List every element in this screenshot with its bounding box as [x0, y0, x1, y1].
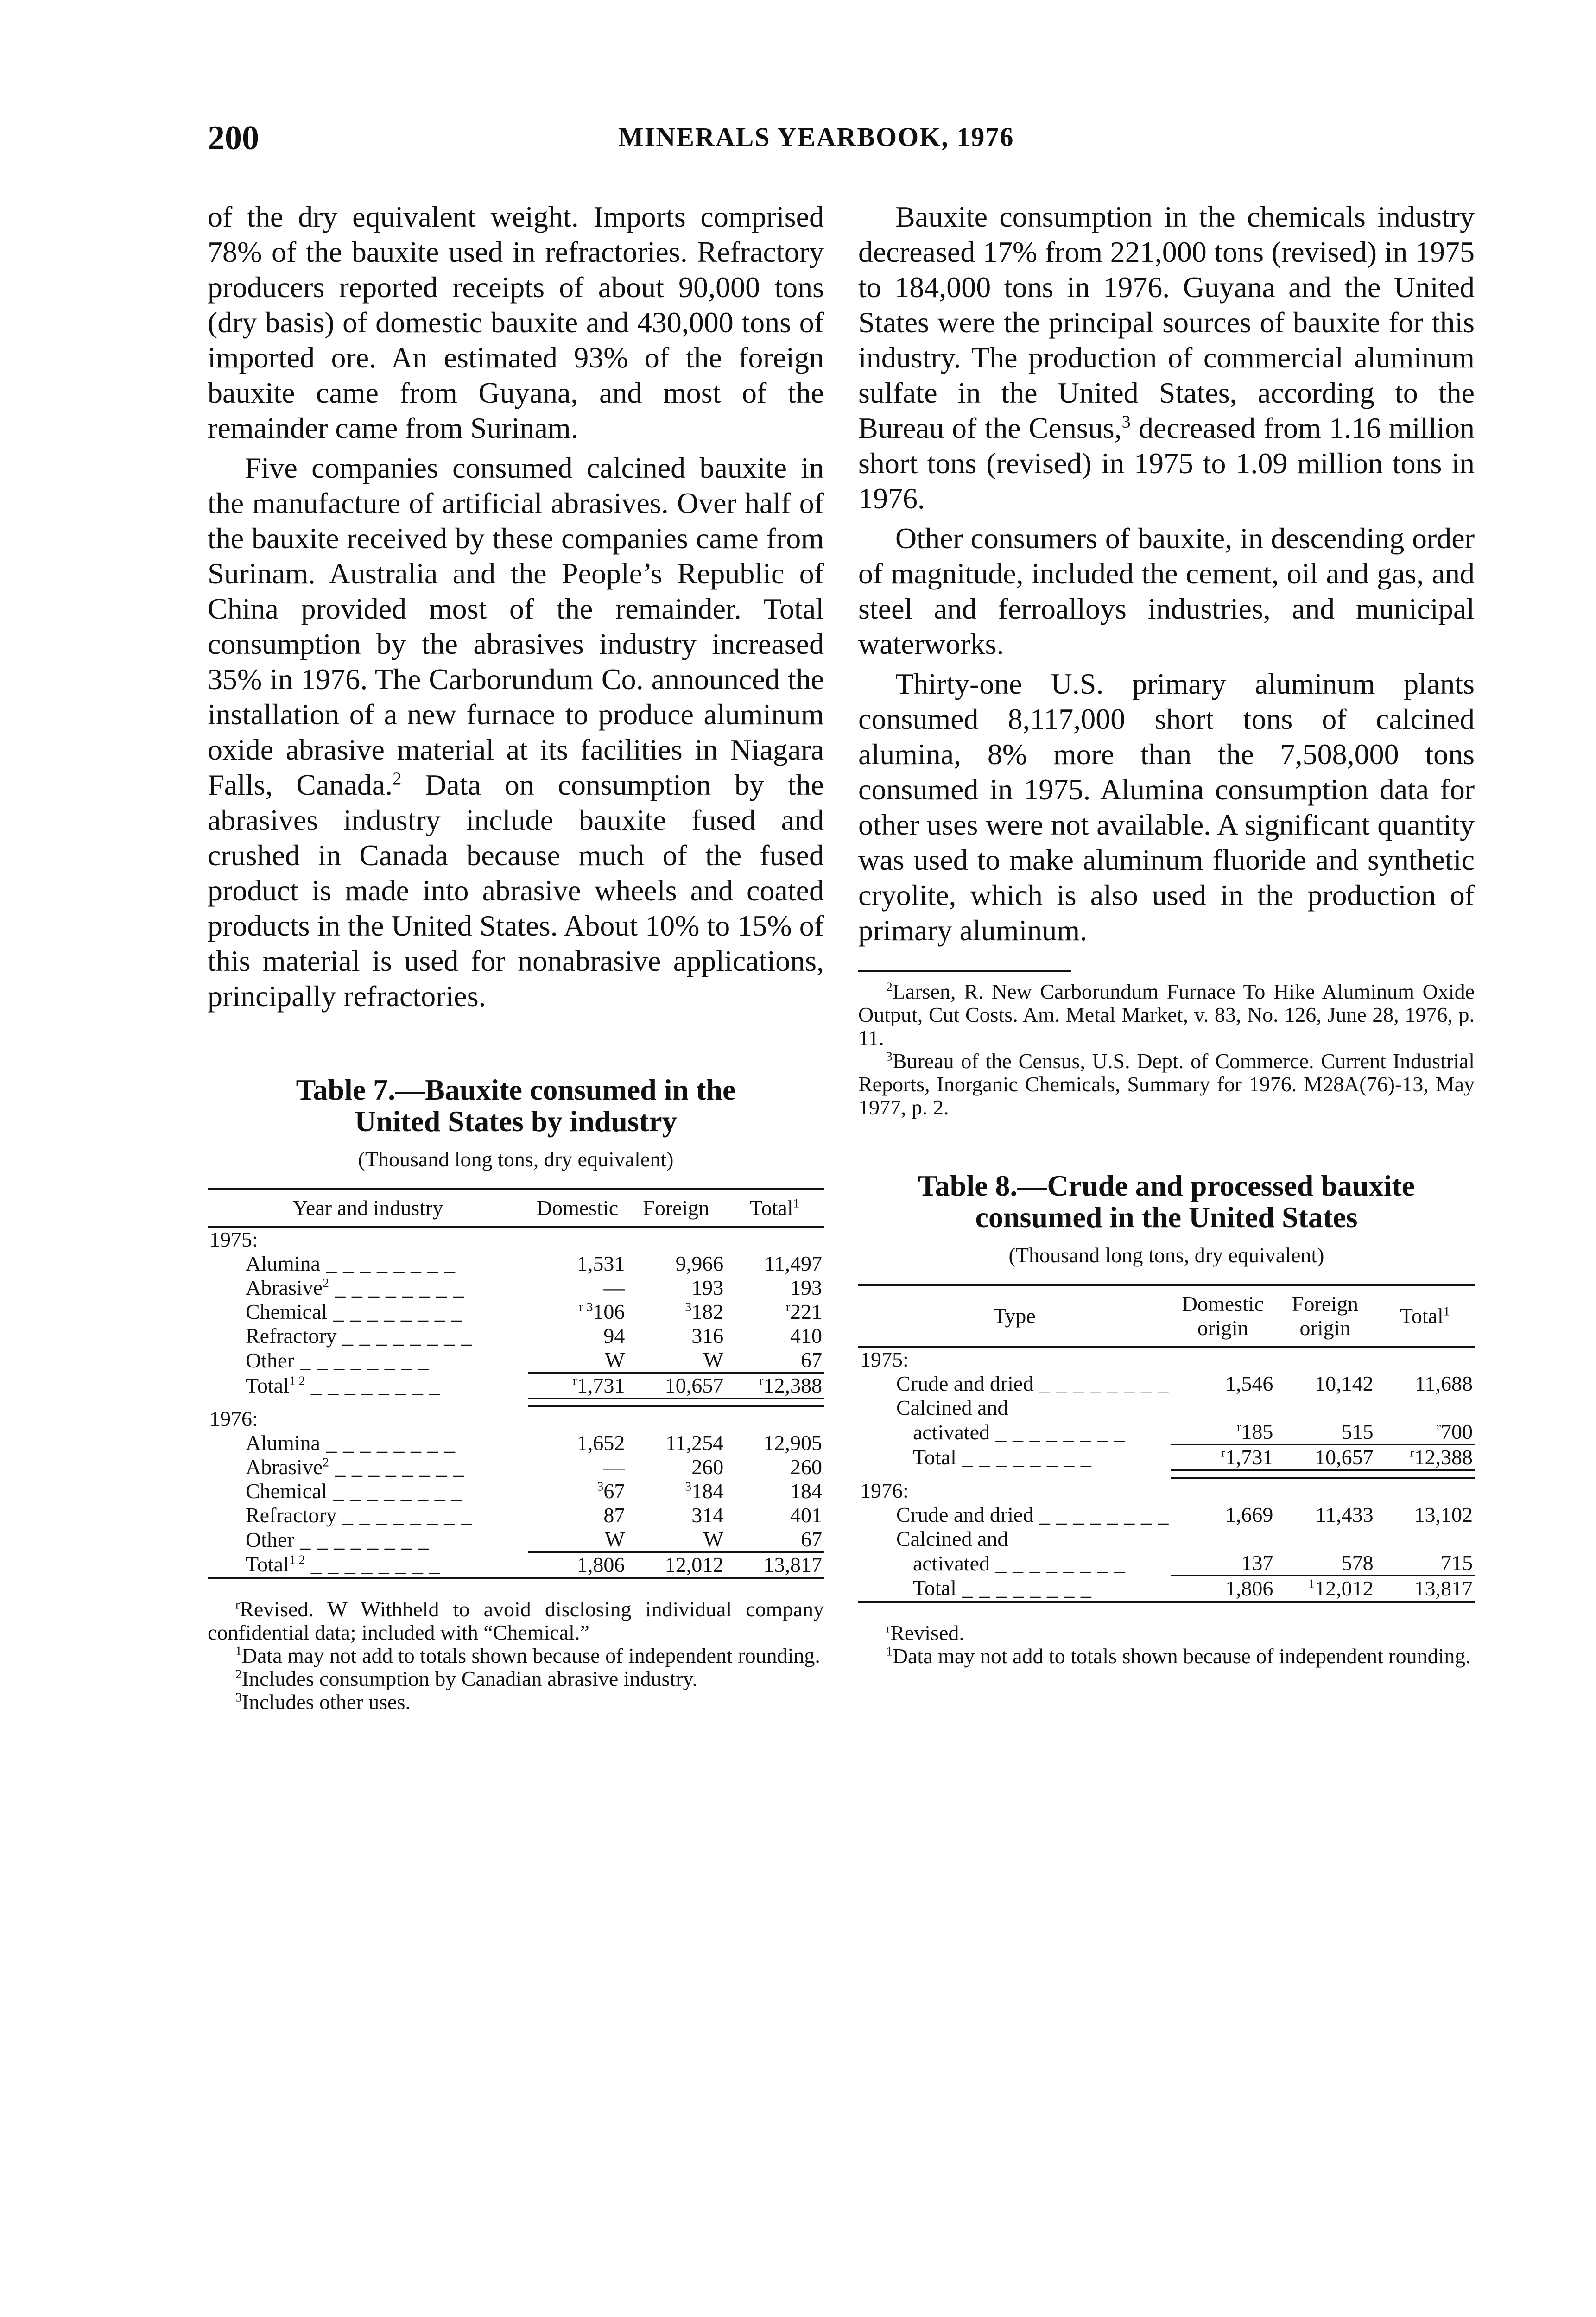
table-row: activated _ _ _ $^r$185 515 $^r$700 [858, 1420, 1475, 1445]
column-header: Foreign origin [1292, 1292, 1359, 1340]
column-header: Total$^1$ [749, 1196, 800, 1220]
year-label: 1975: [860, 1348, 909, 1371]
data-table [208, 1188, 824, 1579]
column-header: Foreign [643, 1196, 709, 1220]
table-subtitle: (Thousand long tons, dry equivalent) [358, 1147, 674, 1171]
body-paragraph: of the dry equivalent weight. Imports comprised 78% of the bauxite used in refractories. Refractory producers reported receipts of about 90,000 tons (dry basis) of domestic bauxite and 430,000 tons of imported ore. An estimated 93% of the foreign bauxite came from Guyana, and most of the remainder came from Surinam. [208, 200, 824, 444]
table-row: Other _ _ _ W W 67 [208, 1527, 824, 1552]
table-row: Alumina _ _ _ 1,531 9,966 11,497 [208, 1252, 824, 1276]
table-row: Chemical _ _ _ $^3$67 $^3$184 184 [208, 1479, 824, 1503]
column-header: Domestic [536, 1196, 619, 1220]
total-row: Total$^{1 2}$ _ _ _ $^r$1,731 10,657 $^r$12,388 [208, 1373, 824, 1399]
page-number: 200 [208, 119, 259, 157]
table-row: Crude and dried _ _ _ 1,546 10,142 11,688 [858, 1372, 1475, 1396]
table-note: $^1$Data may not add to totals shown because of independent rounding. [235, 1643, 820, 1667]
table-8 [858, 1170, 1475, 1668]
footnote-ref: 2 [393, 769, 402, 789]
data-table [858, 1284, 1475, 1603]
total-row: Total _ _ _ 1,806 $^1$12,012 13,817 [858, 1576, 1475, 1602]
table-row: Abrasive$^2$ _ _ _ — 260 260 [208, 1455, 824, 1479]
table-row: Abrasive$^2$ _ _ _ — 193 193 [208, 1276, 824, 1300]
table-row: Chemical _ _ _ $^{r 3}$106 $^3$182 $^r$221 [208, 1300, 824, 1324]
table-row: activated _ _ _ 137 578 715 [858, 1551, 1475, 1576]
table-row: Crude and dried _ _ _ 1,669 11,433 13,102 [858, 1503, 1475, 1527]
body-paragraph: Five companies consumed calcined bauxite in the manufacture of artificial abrasives. Over half of the bauxite received by these companies came from Surinam. Australia and the People’s Republic of China provided most of the remainder. Total consumption by the abrasives industry increased 35% in 1976. The Carborundum Co. announced the installation of a new furnace to produce aluminum oxide abrasive material at its facilities in Niagara Falls, Canada.$^2$ Data on consumption by the abrasives industry include bauxite fused and crushed in Canada because much of the fused product is made into abrasive wheels and coated products in the United States. About 10% to 15% of this material is used for nonabrasive applications, principally refractories. [208, 451, 824, 1013]
table-note: $^1$Data may not add to totals shown because of independent rounding. [886, 1644, 1471, 1668]
left-column [208, 199, 824, 1714]
body-paragraph: Thirty-one U.S. primary aluminum plants consumed 8,117,000 short tons of calcined alumina, 8% more than the 7,508,000 tons consumed in 1975. Alumina consumption data for other uses were not available. A significant quantity was used to make aluminum fluoride and synthetic cryolite, which is also used in the production of primary aluminum. [858, 667, 1475, 947]
table-title: consumed in the United States [975, 1201, 1358, 1234]
year-label: 1975: [209, 1228, 258, 1251]
table-title: United States by industry [355, 1105, 677, 1138]
table-row: Alumina _ _ _ 1,652 11,254 12,905 [208, 1431, 824, 1455]
table-row: Refractory _ _ _ 87 314 401 [208, 1503, 824, 1527]
table-title: Table 7.—Bauxite consumed in the [296, 1073, 736, 1106]
column-header: Year and industry [292, 1196, 443, 1220]
total-row: Total$^{1 2}$ _ _ _ 1,806 12,012 13,817 [208, 1552, 824, 1578]
column-header: Total$^1$ [1400, 1304, 1450, 1328]
column-header: Domestic origin [1182, 1292, 1264, 1340]
table-note: $^3$Includes other uses. [235, 1690, 411, 1714]
table-row: Calcined and [896, 1527, 1008, 1551]
total-row: Total _ _ _ $^r$1,731 10,657 $^r$12,388 [858, 1445, 1475, 1470]
table-note: $^2$Includes consumption by Canadian abrasive industry. [235, 1666, 698, 1690]
column-header: Type [993, 1304, 1036, 1328]
footnote-ref: 3 [1121, 412, 1131, 432]
table-subtitle: (Thousand long tons, dry equivalent) [1008, 1243, 1324, 1267]
table-7 [208, 1074, 824, 1714]
year-label: 1976: [209, 1407, 258, 1431]
body-paragraph: Other consumers of bauxite, in descending order of magnitude, included the cement, oil and gas, and steel and ferroalloys industries, and municipal waterworks. [858, 522, 1475, 660]
footnote-rule [858, 970, 1071, 972]
year-label: 1976: [860, 1479, 909, 1502]
footnote: $^3$Bureau of the Census, U.S. Dept. of Commerce. Current Industrial Reports, Inorganic Chemicals, Summary for 1976. M28A(76)-13, May 1977, p. 2. [858, 1049, 1475, 1119]
running-title: MINERALS YEARBOOK, 1976 [618, 122, 1014, 152]
right-column [858, 199, 1475, 1668]
table-row: Other _ _ _ W W 67 [208, 1348, 824, 1373]
table-note: $^r$Revised. W Withheld to avoid disclosing individual company confidential data; included with “Chemical.” [208, 1597, 824, 1644]
table-row: Refractory _ _ _ 94 316 410 [208, 1324, 824, 1348]
footnote: $^2$Larsen, R. New Carborundum Furnace To Hike Aluminum Oxide Output, Cut Costs. Am. Metal Market, v. 83, No. 126, June 28, 1976, p. 11. [858, 979, 1475, 1050]
table-row: Calcined and [896, 1396, 1008, 1419]
table-note: $^r$Revised. [886, 1621, 964, 1645]
table-title: Table 8.—Crude and processed bauxite [918, 1169, 1415, 1202]
body-paragraph: Bauxite consumption in the chemicals industry decreased 17% from 221,000 tons (revised) in 1975 to 184,000 tons in 1976. Guyana and the United States were the principal sources of bauxite for this industry. The production of commercial aluminum sulfate in the United States, according to the Bureau of the Census,$^3$ decreased from 1.16 million short tons (revised) in 1975 to 1.09 million tons in 1976. [858, 200, 1475, 515]
